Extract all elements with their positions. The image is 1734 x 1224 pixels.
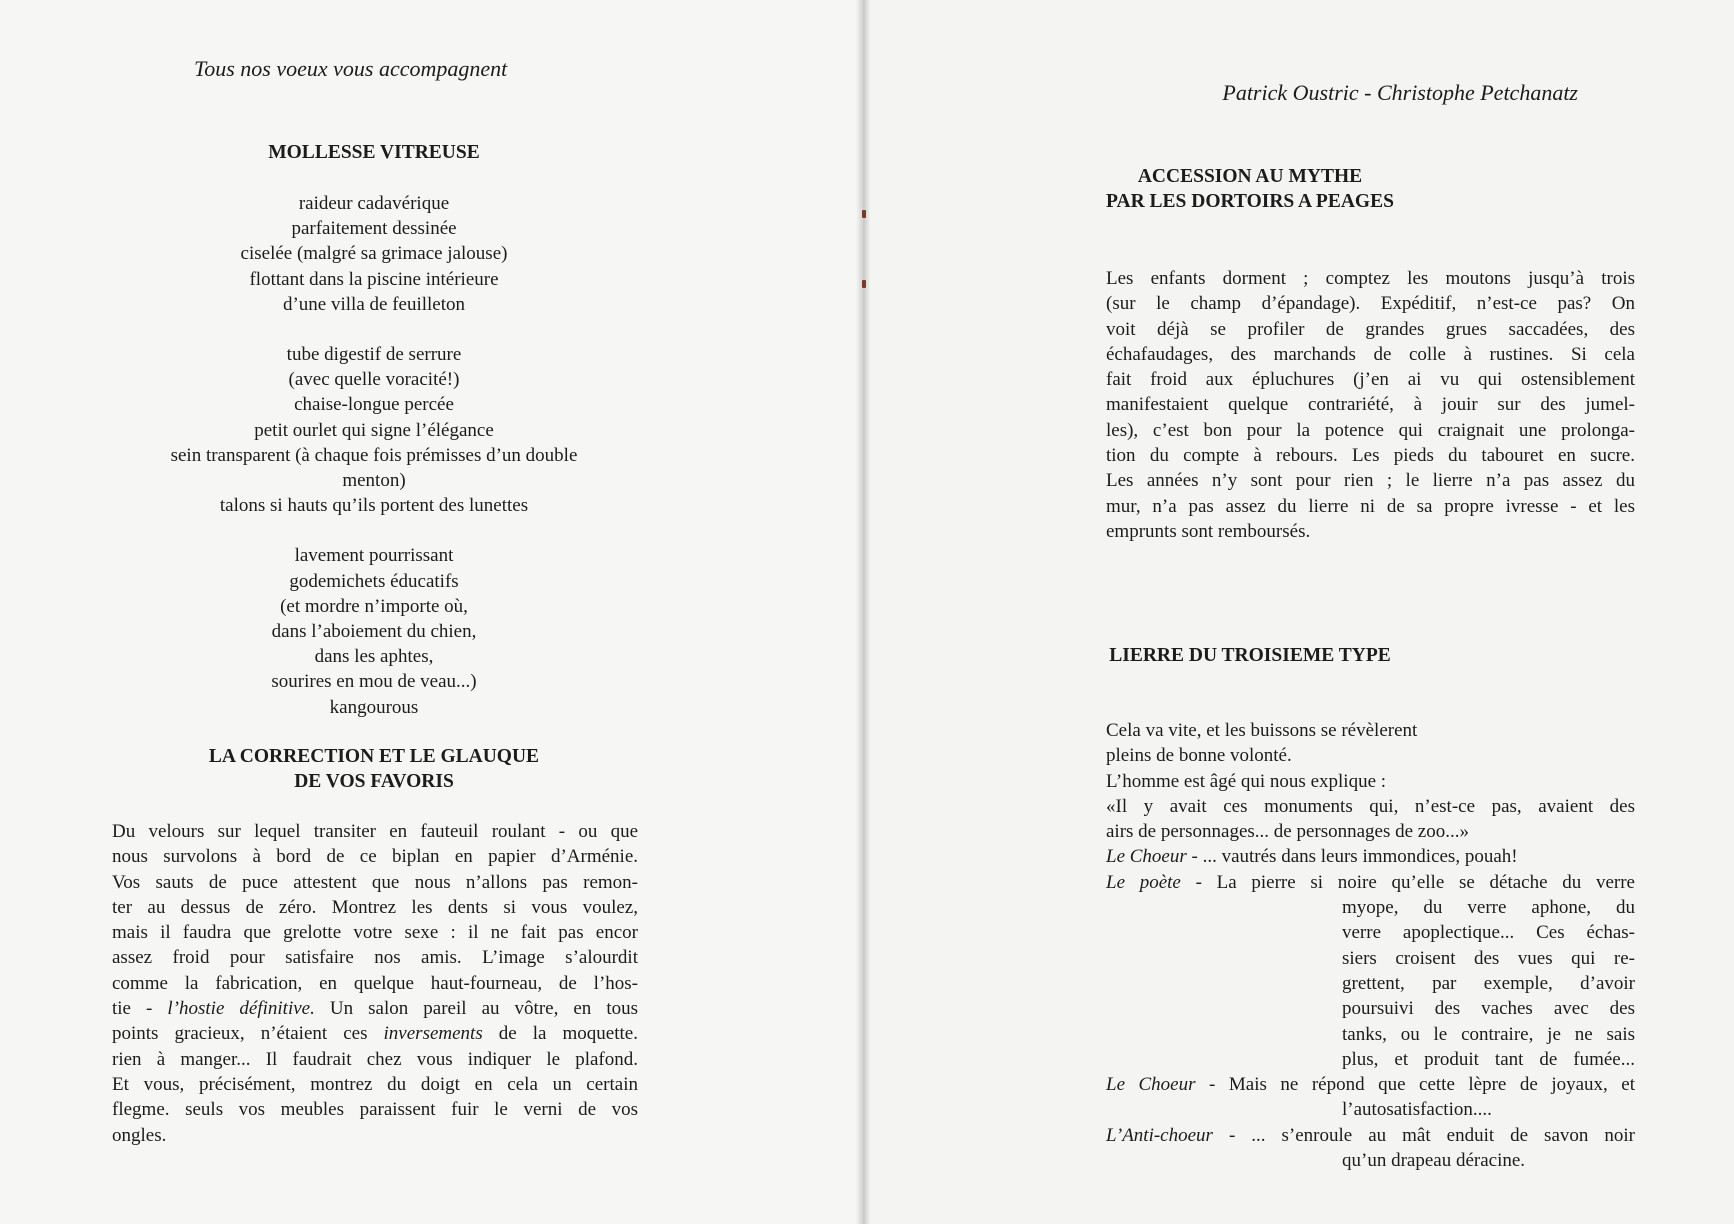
- prose-line: Les années n’y sont pour rien ; le lierre n’a pas assez du: [1106, 470, 1635, 492]
- prose-line: rien à manger... Il faudrait chez vous indiquer le plafond.: [112, 1048, 638, 1070]
- prose-line: échafaudages, des marchands de colle à rustines. Si cela: [1106, 343, 1635, 365]
- stanza-break: [0, 317, 748, 342]
- speech-line: l’autosatisfaction....: [1342, 1099, 1492, 1121]
- speaker-label: Le Choeur: [1106, 846, 1187, 868]
- prose-line: (sur le champ d’épandage). Expéditif, n’est-ce pas? On: [1106, 293, 1635, 315]
- poem-line: sein transparent (à chaque fois prémisses d’un double: [170, 444, 578, 466]
- prose-fragment: points gracieux, n’étaient ces: [112, 1023, 384, 1045]
- dialogue-lierre: [1106, 718, 1635, 1173]
- prose-line: Vos sauts de puce attestent que nous n’allons pas remon-: [112, 871, 638, 893]
- section-title-line: PAR LES DORTOIRS A PEAGES: [1106, 191, 1394, 212]
- poem-line: d’une villa de feuilleton: [282, 293, 466, 315]
- prose-line: Du velours sur lequel transiter en fauteuil roulant - ou que: [112, 821, 638, 842]
- poem-line: (et mordre n’importe où,: [280, 595, 468, 617]
- speech-line: grettent, par exemple, d’avoir: [1342, 972, 1635, 994]
- prose-line: «Il y avait ces monuments qui, n’est-ce pas, avaient des: [1106, 795, 1635, 817]
- prose-line: fait froid aux épluchures (j’en ai vu qui ostensiblement: [1106, 369, 1635, 391]
- prose-line: les), c’est bon pour la potence qui craignait une prolonga-: [1106, 419, 1635, 441]
- speech-line: verre apoplectique... Ces échas-: [1342, 922, 1635, 944]
- speaker-label: Le poète: [1106, 871, 1181, 893]
- prose-line: nous survolons à bord de ce biplan en papier d’Arménie.: [112, 846, 638, 868]
- poem-line: tube digestif de serrure: [286, 344, 462, 366]
- poem-line: kangourous: [329, 696, 419, 718]
- prose-line: Les enfants dorment ; comptez les moutons jusqu’à trois: [1106, 268, 1635, 289]
- section-title-line: LA CORRECTION ET LE GLAUQUE: [208, 746, 540, 767]
- speech-line: plus, et produit tant de fumée...: [1342, 1048, 1635, 1070]
- binding-stitch: [862, 210, 866, 218]
- dialogue-line-choeur: [1106, 844, 1635, 869]
- prose-fragment: Un salon pareil au vôtre, en tous: [314, 998, 638, 1020]
- left-page: [0, 0, 862, 1224]
- stanza-break: [0, 518, 748, 543]
- section-title-mollesse-vitreuse: MOLLESSE VITREUSE: [268, 142, 480, 163]
- poem-line: dans les aphtes,: [314, 646, 434, 668]
- section-title-accession-au-mythe: [970, 164, 1530, 214]
- prose-line: mur, n’a pas assez du lierre ni de sa propre ivresse - et les: [1106, 495, 1635, 517]
- poem-line: petit ourlet qui signe l’élégance: [254, 419, 494, 441]
- binding-stitch: [862, 280, 866, 288]
- book-gutter: [856, 0, 870, 1224]
- italic-fragment: inversements: [383, 1023, 483, 1045]
- prose-line: assez froid pour satisfaire nos amis. L’image s’alourdit: [112, 947, 638, 969]
- prose-line: tion du compte à rebours. Les pieds du tabouret en sucre.: [1106, 445, 1635, 467]
- dialogue-line-anti-choeur: [1106, 1123, 1635, 1148]
- prose-line: Cela va vite, et les buissons se révèlerent: [1106, 720, 1418, 741]
- right-running-head: Patrick Oustric - Christophe Petchanatz: [1222, 80, 1578, 105]
- prose-fragment: de la moquette.: [482, 1023, 638, 1045]
- poem-line: ciselée (malgré sa grimace jalouse): [240, 243, 508, 265]
- speaker-label: L’Anti-choeur: [1106, 1124, 1213, 1146]
- poem-line: talons si hauts qu’ils portent des lunettes: [219, 495, 529, 517]
- poem-line: godemichets éducatifs: [289, 570, 459, 592]
- poem-line: raideur cadavérique: [298, 193, 450, 214]
- section-title-line: ACCESSION AU MYTHE: [1137, 166, 1363, 187]
- speech-text: - Mais ne répond que cette lèpre de joyaux, et: [1195, 1074, 1636, 1096]
- prose-line: pleins de bonne volonté.: [1106, 745, 1292, 767]
- speech-line: poursuivi des vaches avec des: [1342, 998, 1635, 1020]
- prose-line: voit déjà se profiler de grandes grues saccadées, des: [1106, 318, 1635, 340]
- poem-line: (avec quelle voracité!): [288, 369, 460, 391]
- poem-line: menton): [342, 470, 406, 492]
- speech-text: - ... s’enroule au mât enduit de savon noir: [1212, 1124, 1635, 1146]
- poem-line: parfaitement dessinée: [291, 218, 457, 240]
- speech-text: - ... vautrés dans leurs immondices, pouah!: [1186, 846, 1518, 868]
- prose-line: L’homme est âgé qui nous explique :: [1106, 770, 1387, 792]
- prose-line: flegme. seuls vos meubles paraissent fuir le verni de vos: [112, 1099, 638, 1121]
- speech-text: - La pierre si noire qu’elle se détache du verre: [1180, 871, 1635, 893]
- prose-line: [112, 1021, 638, 1046]
- left-running-head: Tous nos voeux vous accompagnent: [194, 56, 508, 81]
- prose-line: comme la fabrication, en quelque haut-fourneau, de l’hos-: [112, 972, 638, 994]
- prose-line: ter au dessus de zéro. Montrez les dents si vous voulez,: [112, 896, 638, 918]
- poem-mollesse-vitreuse: [0, 191, 748, 720]
- italic-fragment: l’hostie définitive.: [167, 998, 315, 1020]
- right-page: [866, 0, 1734, 1224]
- speaker-label: Le Choeur: [1106, 1074, 1196, 1096]
- speech-continuation: [1342, 895, 1635, 1072]
- dialogue-line-poete: [1106, 870, 1635, 895]
- section-title-line: DE VOS FAVORIS: [294, 771, 454, 792]
- prose-line: airs de personnages... de personnages de zoo...»: [1106, 821, 1469, 843]
- poem-line: dans l’aboiement du chien,: [271, 621, 477, 643]
- prose-line: mais il faudra que grelotte votre sexe : il ne fait pas encor: [112, 922, 638, 944]
- speech-line: siers croisent des vues qui re-: [1342, 947, 1635, 969]
- poem-line: lavement pourrissant: [294, 545, 454, 567]
- speech-line: qu’un drapeau déracine.: [1342, 1150, 1526, 1172]
- speech-line: tanks, ou le contraire, je ne sais: [1342, 1023, 1635, 1045]
- poem-line: flottant dans la piscine intérieure: [249, 268, 499, 290]
- prose-line: Et vous, précisément, montrez du doigt en cela un certain: [112, 1073, 638, 1095]
- poem-line: chaise-longue percée: [294, 394, 454, 416]
- dialogue-line-choeur: [1106, 1072, 1635, 1097]
- poem-line: sourires en mou de veau...): [271, 671, 477, 693]
- prose-la-correction: [112, 819, 638, 1148]
- section-title-la-correction: [0, 744, 748, 794]
- prose-line: emprunts sont remboursés.: [1106, 520, 1311, 542]
- speech-line: myope, du verre aphone, du: [1342, 897, 1635, 919]
- prose-line: [112, 996, 638, 1021]
- section-title-lierre: LIERRE DU TROISIEME TYPE: [1109, 645, 1391, 666]
- prose-accession-au-mythe: [1106, 266, 1635, 544]
- prose-line: ongles.: [112, 1124, 167, 1146]
- prose-fragment: tie -: [112, 998, 168, 1020]
- prose-line: manifestaient quelque contrariété, à jouir sur des jumel-: [1106, 394, 1635, 416]
